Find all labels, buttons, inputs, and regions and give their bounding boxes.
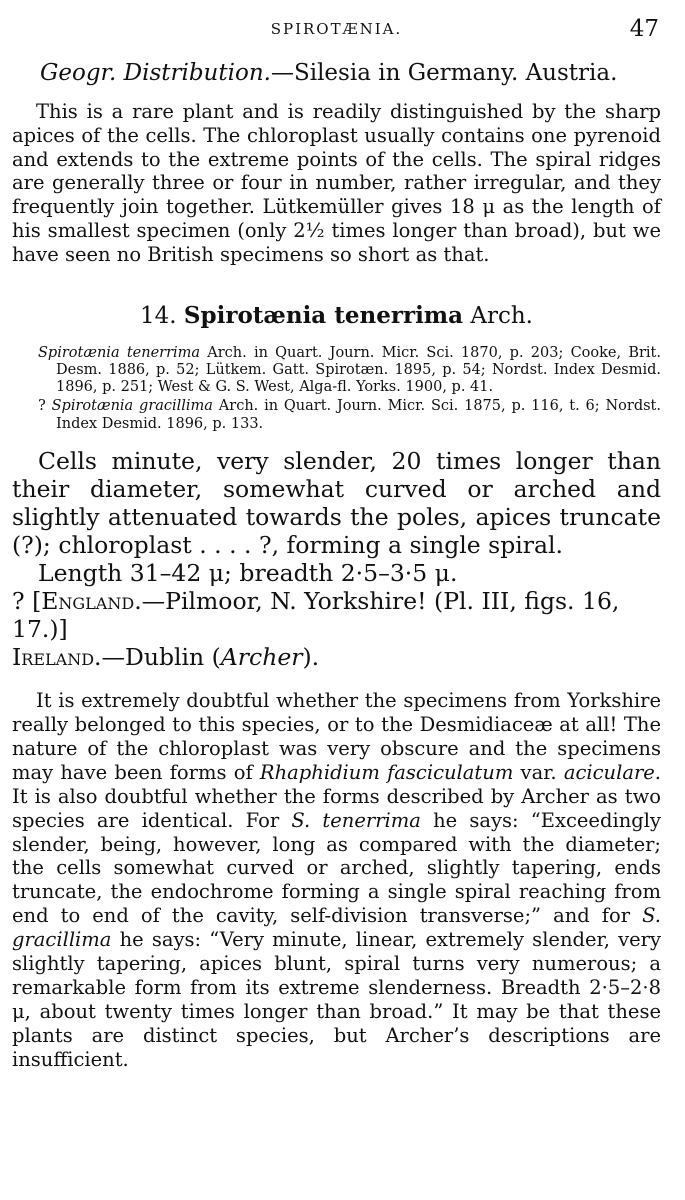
para2-text: var. [513, 760, 564, 784]
para2-text: he says: “Exceedingly slender, being, however, long as compared with the diameter; the cells somewhat curved or arched, slightly tapering, ends truncate, the endochrome forming a single spiral reaching from end to end of the cavity, self-division transverse;” and for [12, 808, 661, 928]
distribution-england [12, 587, 661, 643]
synonym-citation: Arch. in Quart. Journ. Micr. Sci. 1875, p. 116, t. 6; Nordst. Index Desmid. 1896, p. 133. [56, 398, 661, 432]
ireland-end: ). [302, 643, 320, 672]
distribution-ireland [12, 643, 661, 671]
synonym-citation: Arch. in Quart. Journ. Micr. Sci. 1870, p. 203; Cooke, Brit. Desm. 1886, p. 52; Lütkem. Gatt. Spirotæn. 1895, p. 54; Nordst. Index Desmid. 1896, p. 251; West & G. S. West, Alga-fl. Yorks. 1900, p. 41. [56, 344, 661, 396]
ireland-label: Ireland. [12, 643, 102, 672]
species-authority: Arch. [470, 302, 533, 329]
running-head: SPIROTÆNIA. [270, 20, 403, 38]
para2-italic: aciculare. [563, 760, 661, 784]
synonym-name: Spirotænia gracillima [51, 398, 213, 415]
synonym-prefix: ? [38, 398, 52, 415]
paragraph-1: This is a rare plant and is readily distinguished by the sharp apices of the cells. The chloroplast usually contains one pyrenoid and extends to the extreme points of the cells. The spiral ridges are generally three or four in number, rather irregular, and they frequently join together. Lütkemüller gives 18 μ as the length of his smallest specimen (only 2½ times longer than broad), but we have seen no British specimens so short as that. [12, 100, 661, 266]
synonym-entry [12, 345, 661, 397]
species-name: Spirotænia tenerrima [183, 301, 464, 329]
page-number: 47 [629, 16, 659, 42]
para2-italic: S. gracillima [12, 904, 661, 952]
measurements: Length 31–42 μ; breadth 2·5–3·5 μ. [38, 559, 458, 588]
ireland-text: —Dublin ( [101, 643, 221, 672]
geographic-distribution-label: Geogr. Distribution. [40, 60, 271, 86]
para2-italic: Rhaphidium fasciculatum [259, 760, 514, 784]
species-description: Cells minute, very slender, 20 times longer than their diameter, somewhat curved or arched and slightly attenuated towards the poles, apices truncate (?); chloroplast . . . . ?, forming a single spiral. [12, 447, 661, 560]
geographic-distribution [40, 58, 661, 88]
synonym-entry [12, 398, 661, 433]
synonym-name: Spirotænia tenerrima [38, 344, 201, 361]
paragraph-2 [12, 689, 661, 1072]
species-number: 14. [140, 302, 177, 329]
page-header [12, 14, 661, 48]
para2-text: It is also doubtful whether the forms described by Archer as two species are identical. For [12, 784, 661, 832]
para2-italic: S. tenerrima [291, 808, 421, 832]
ireland-collector: Archer [220, 643, 303, 672]
england-prefix: ? [ [12, 587, 42, 616]
species-heading [12, 301, 661, 331]
para2-text: he says: “Very minute, linear, extremely slender, very slightly tapering, apices blunt, spiral turns very numerous; a remarkable form from its extreme slenderness. Breadth 2·5–2·8 μ, about twenty times longer than broad.” It may be that these plants are distinct species, but Archer’s descriptions are insufficient. [12, 928, 661, 1071]
england-label: England. [41, 587, 142, 616]
england-text: —Pilmoor, N. Yorkshire! (Pl. III, figs. 16, 17.)] [12, 587, 620, 644]
para2-text: It is extremely doubtful whether the specimens from Yorkshire really belonged to this species, or to the Desmidiaceæ at all! The nature of the chloroplast was very obscure and the specimens may have been forms of [12, 689, 661, 784]
geographic-distribution-text: —Silesia in Germany. Austria. [270, 60, 618, 86]
